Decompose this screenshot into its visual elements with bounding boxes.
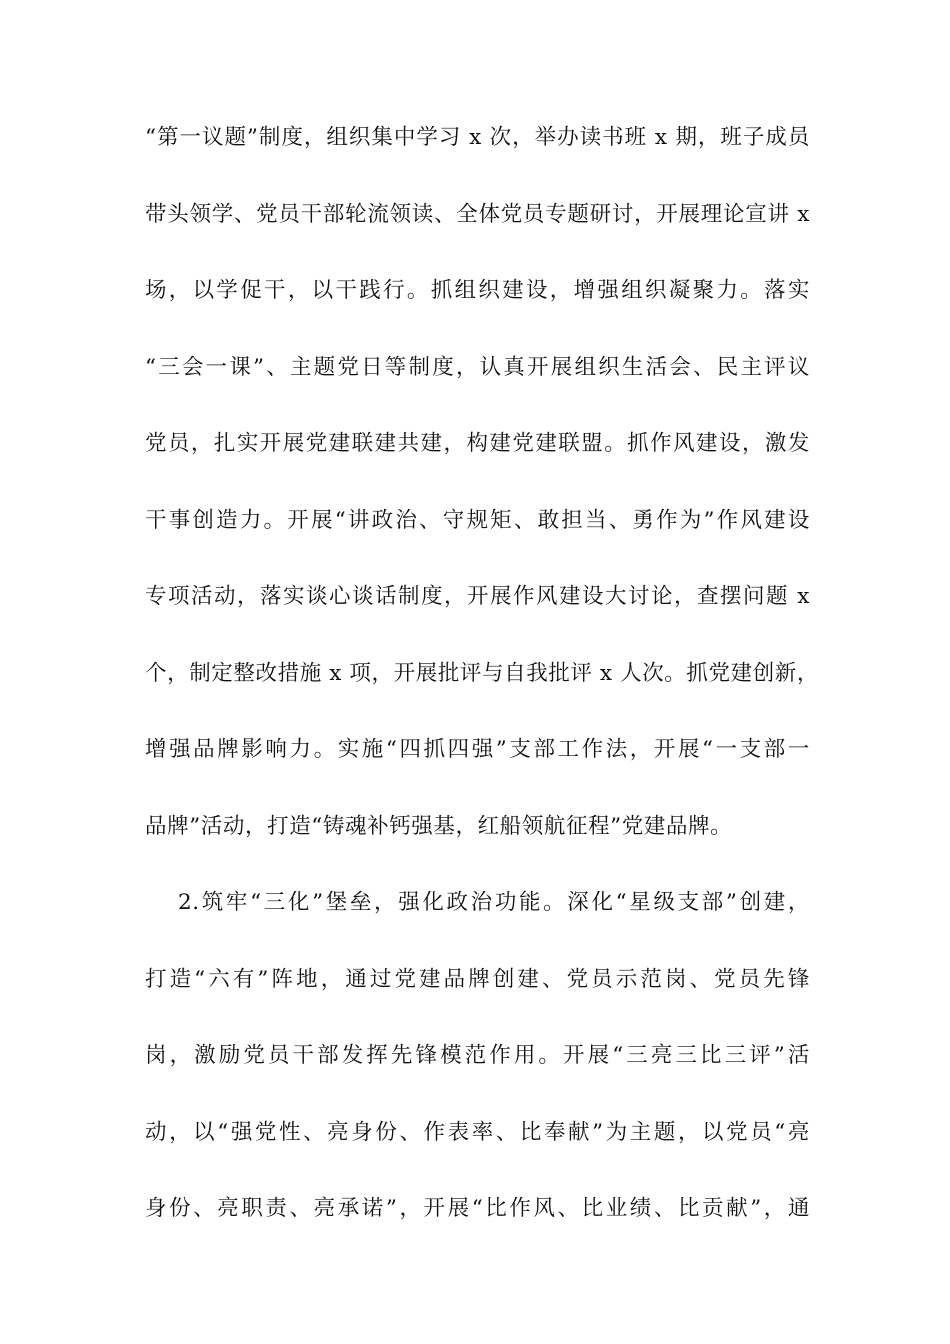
paragraph-start-line: 2.筑牢“三化”堡垒，强化政治功能。深化“星级支部”创建， [178,890,810,915]
text-line: 增强品牌影响力。实施“四抓四强”支部工作法，开展“一支部一 [145,737,810,762]
text-line: 个，制定整改措施 x 项，开展批评与自我批评 x 人次。抓党建创新， [145,660,819,686]
text-line: 岗，激励党员干部发挥先锋模范作用。开展“三亮三比三评”活 [145,1043,810,1068]
body-text [145,118,819,1266]
text-line: 打造“六有”阵地，通过党建品牌创建、党员示范岗、党员先锋 [145,966,810,992]
text-line: 干事创造力。开展“讲政治、守规矩、敢担当、勇作为”作风建设 [145,507,810,533]
text-line: 身份、亮职责、亮承诺”，开展“比作风、比业绩、比贡献”，通 [145,1196,810,1221]
text-line: 场，以学促干，以干践行。抓组织建设，增强组织凝聚力。落实 [145,278,810,303]
text-line: 带头领学、党员干部轮流领读、全体党员专题研讨，开展理论宣讲 x [145,201,810,227]
text-line: 品牌”活动，打造“铸魂补钙强基，红船领航征程”党建品牌。 [145,813,733,839]
text-line: “三会一课”、主题党日等制度，认真开展组织生活会、民主评议 [145,354,810,380]
text-line: 专项活动，落实谈心谈话制度，开展作风建设大讨论，查摆问题 x [145,584,810,609]
text-line: 党员，扎实开展党建联建共建，构建党建联盟。抓作风建设，激发 [145,431,810,456]
text-line: “第一议题”制度，组织集中学习 x 次，举办读书班 x 期，班子成员 [145,125,810,150]
text-line: 动，以“强党性、亮身份、作表率、比奉献”为主题，以党员“亮 [145,1119,810,1145]
